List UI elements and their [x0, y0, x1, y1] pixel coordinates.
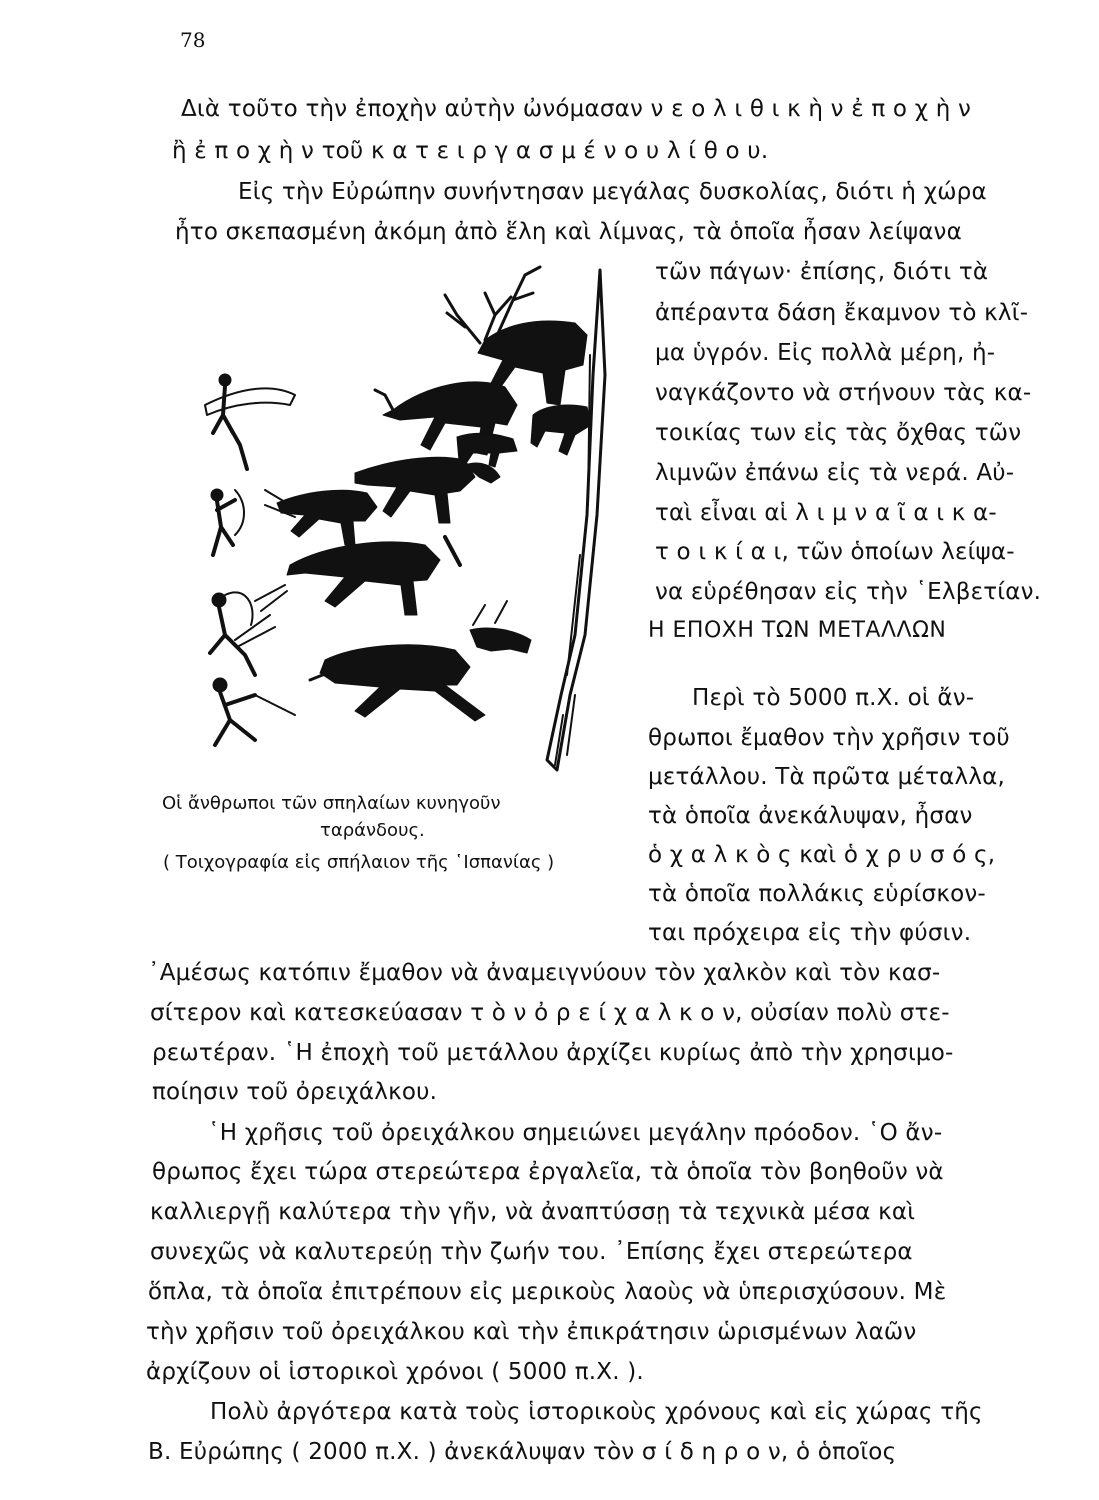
- text-line: συνεχῶς νὰ καλυτερεύῃ τὴν ζωήν του. ᾿Επίσης ἔχει στερεώτερα: [150, 1239, 913, 1265]
- text-line: Περὶ τὸ 5000 π.Χ. οἱ ἄν-: [692, 685, 975, 711]
- text-line: Πολὺ ἀργότερα κατὰ τοὺς ἱστορικοὺς χρόνους καὶ εἰς χώρας τῆς: [210, 1399, 983, 1425]
- text-line: ται πρόχειρα εἰς τὴν φύσιν.: [648, 920, 972, 946]
- cave-painting-illustration: [195, 255, 615, 780]
- text-line: ἀπέραντα δάση ἔκαμνον τὸ κλῖ-: [655, 300, 1029, 326]
- figure-caption-line-1: Οἱ ἄνθρωποι τῶν σπηλαίων κυνηγοῦν: [162, 793, 501, 814]
- text-line: ὁ χ α λ κ ὸ ς καὶ ὁ χ ρ υ σ ό ς,: [648, 842, 996, 868]
- text-line: ἀρχίζουν οἱ ἱστορικοὶ χρόνοι ( 5000 π.Χ. ).: [146, 1359, 644, 1385]
- text-line: θρωπος ἔχει τώρα στερεώτερα ἐργαλεῖα, τὰ ὁποῖα τὸν βοηθοῦν νὰ: [152, 1159, 944, 1185]
- page-number: 78: [180, 28, 206, 52]
- text-line: λιμνῶν ἐπάνω εἰς τὰ νερά. Αὐ-: [655, 460, 1015, 486]
- figure-caption-line-2: ταράνδους.: [320, 820, 425, 841]
- text-line: ναγκάζοντο νὰ στήνουν τὰς κα-: [655, 380, 1032, 406]
- text-line: Εἰς τὴν Εὐρώπην συνήντησαν μεγάλας δυσκολίας, διότι ἡ χώρα: [238, 179, 987, 205]
- text-line: τὰ ὁποῖα ἀνεκάλυψαν, ἦσαν: [648, 803, 973, 829]
- text-line: Διὰ τοῦτο τὴν ἐποχὴν αὐτὴν ὠνόμασαν ν ε ο λ ι θ ι κ ὴ ν ἐ π ο χ ὴ ν: [181, 96, 972, 122]
- text-line: θρωποι ἔμαθον τὴν χρῆσιν τοῦ: [648, 725, 1010, 751]
- section-heading: Η ΕΠΟΧΗ ΤΩΝ ΜΕΤΑΛΛΩΝ: [648, 618, 947, 643]
- text-line: καλλιεργῇ καλύτερα τὴν γῆν, νὰ ἀναπτύσσῃ τὰ τεχνικὰ μέσα καὶ: [150, 1199, 916, 1225]
- text-line: τὴν χρῆσιν τοῦ ὀρειχάλκου καὶ τὴν ἐπικράτησιν ὡρισμένων λαῶν: [146, 1319, 917, 1345]
- text-line: τ ο ι κ ί α ι, τῶν ὁποίων λείψα-: [655, 539, 1015, 565]
- text-line: ὅπλα, τὰ ὁποῖα ἐπιτρέπουν εἰς μερικοὺς λαοὺς νὰ ὑπερισχύσουν. Μὲ: [148, 1279, 947, 1305]
- figure-caption-line-3: ( Τοιχογραφία εἰς σπήλαιον τῆς ῾Ισπανίας ): [163, 852, 555, 873]
- text-line: ῾Η χρῆσις τοῦ ὀρειχάλκου σημειώνει μεγάλην πρόοδον. ῾Ο ἄν-: [208, 1120, 943, 1146]
- reindeer-hunt-drawing: [195, 255, 615, 780]
- text-line: να εὑρέθησαν εἰς τὴν ῾Ελβετίαν.: [655, 579, 1042, 605]
- text-line: τῶν πάγων· ἐπίσης, διότι τὰ: [655, 259, 989, 285]
- text-line: ᾿Αμέσως κατόπιν ἔμαθον νὰ ἀναμειγνύουν τὸν χαλκὸν καὶ τὸν κασ-: [148, 960, 941, 986]
- text-line: ρεωτέραν. ῾Η ἐποχὴ τοῦ μετάλλου ἀρχίζει κυρίως ἀπὸ τὴν χρησιμο-: [152, 1040, 954, 1066]
- text-line: ταὶ εἶναι αἱ λ ι μ ν α ῖ α ι κ α-: [655, 500, 997, 526]
- text-line: Β. Εὐρώπης ( 2000 π.Χ. ) ἀνεκάλυψαν τὸν σ ί δ η ρ ο ν, ὁ ὁποῖος: [148, 1439, 897, 1465]
- text-line: σίτερον καὶ κατεσκεύασαν τ ὸ ν ὀ ρ ε ί χ α λ κ ο ν, οὐσίαν πολὺ στε-: [150, 1000, 950, 1026]
- text-line: τὰ ὁποῖα πολλάκις εὑρίσκον-: [648, 881, 986, 907]
- text-line: ποίησιν τοῦ ὀρειχάλκου.: [152, 1079, 438, 1105]
- text-line: ἦτο σκεπασμένη ἀκόμη ἀπὸ ἕλη καὶ λίμνας, τὰ ὁποῖα ἦσαν λείψανα: [175, 219, 962, 245]
- text-line: μα ὑγρόν. Εἰς πολλὰ μέρη, ἠ-: [655, 340, 996, 366]
- text-line: μετάλλου. Τὰ πρῶτα μέταλλα,: [648, 764, 1006, 790]
- text-line: ἢ ἐ π ο χ ὴ ν τοῦ κ α τ ε ι ρ γ α σ μ έ ν ο υ λ ί θ ο υ.: [172, 138, 769, 164]
- text-line: τοικίας των εἰς τὰς ὄχθας τῶν: [655, 420, 1022, 446]
